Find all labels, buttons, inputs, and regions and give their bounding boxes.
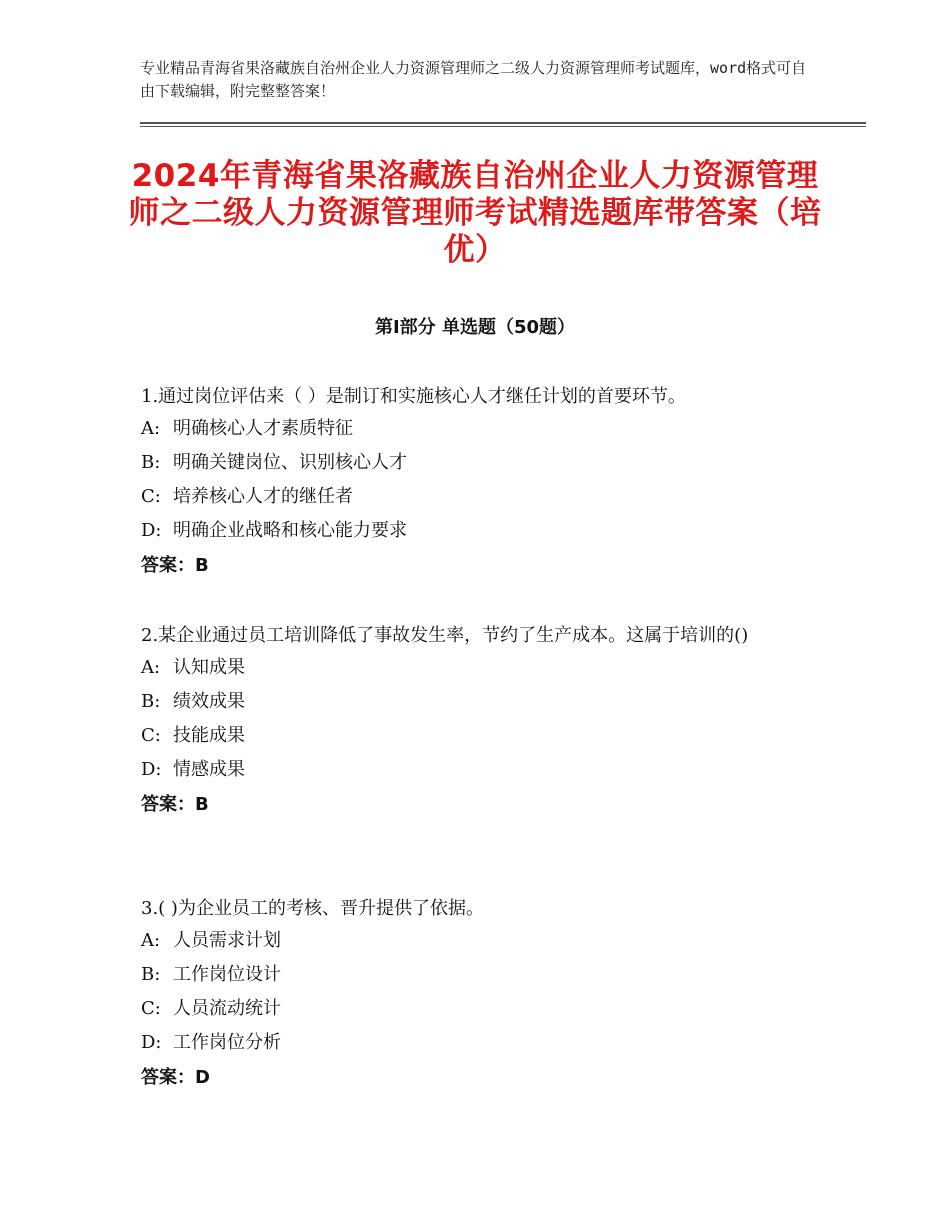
answer: 答案：B [141,555,209,576]
question-2 [141,620,841,823]
option-text: 明确核心人才素质特征 [173,418,353,439]
option-d [141,1026,841,1060]
option-b [141,446,841,480]
option-b [141,958,841,992]
option-label: D: [141,1032,162,1053]
option-c [141,719,841,753]
option-text: 明确关键岗位、识别核心人才 [173,452,407,473]
option-a [141,651,841,685]
option-text: 工作岗位设计 [173,964,281,985]
question-1 [141,381,841,584]
option-d [141,514,841,548]
section-heading: 第Ⅰ部分 单选题（50题） [374,317,575,338]
answer: 答案：B [141,794,209,815]
answer: 答案：D [141,1067,210,1088]
option-c [141,480,841,514]
header-rule-thick [140,122,866,124]
option-text: 情感成果 [173,759,245,780]
option-label: B: [141,964,161,985]
option-text: 明确企业战略和核心能力要求 [173,520,407,541]
option-b [141,685,841,719]
option-label: D: [141,759,162,780]
option-label: B: [141,452,161,473]
header-rule-thin [140,126,866,127]
question-text: 3.( )为企业员工的考核、晋升提供了依据。 [141,898,484,919]
option-c [141,992,841,1026]
question-text: 1.通过岗位评估来（ ）是制订和实施核心人才继任计划的首要环节。 [141,386,686,407]
option-text: 绩效成果 [173,691,245,712]
option-a [141,924,841,958]
option-label: C: [141,486,161,507]
option-text: 技能成果 [173,725,245,746]
option-label: A: [141,418,161,439]
header-note: 专业精品青海省果洛藏族自治州企业人力资源管理师之二级人力资源管理师考试题库，word格式可自由下载编辑，附完整整答案！ [140,59,807,100]
option-text: 人员需求计划 [173,930,281,951]
option-label: C: [141,998,161,1019]
option-label: A: [141,657,161,678]
question-3 [141,893,841,1096]
option-label: D: [141,520,162,541]
option-text: 人员流动统计 [173,998,281,1019]
option-d [141,753,841,787]
option-a [141,412,841,446]
document-title: 2024年青海省果洛藏族自治州企业人力资源管理师之二级人力资源管理师考试精选题库带答案（培优） [128,158,822,268]
question-text: 2.某企业通过员工培训降低了事故发生率，节约了生产成本。这属于培训的() [141,625,749,646]
option-text: 认知成果 [173,657,245,678]
option-text: 工作岗位分析 [173,1032,281,1053]
option-label: B: [141,691,161,712]
option-text: 培养核心人才的继任者 [173,486,353,507]
option-label: C: [141,725,161,746]
option-label: A: [141,930,161,951]
